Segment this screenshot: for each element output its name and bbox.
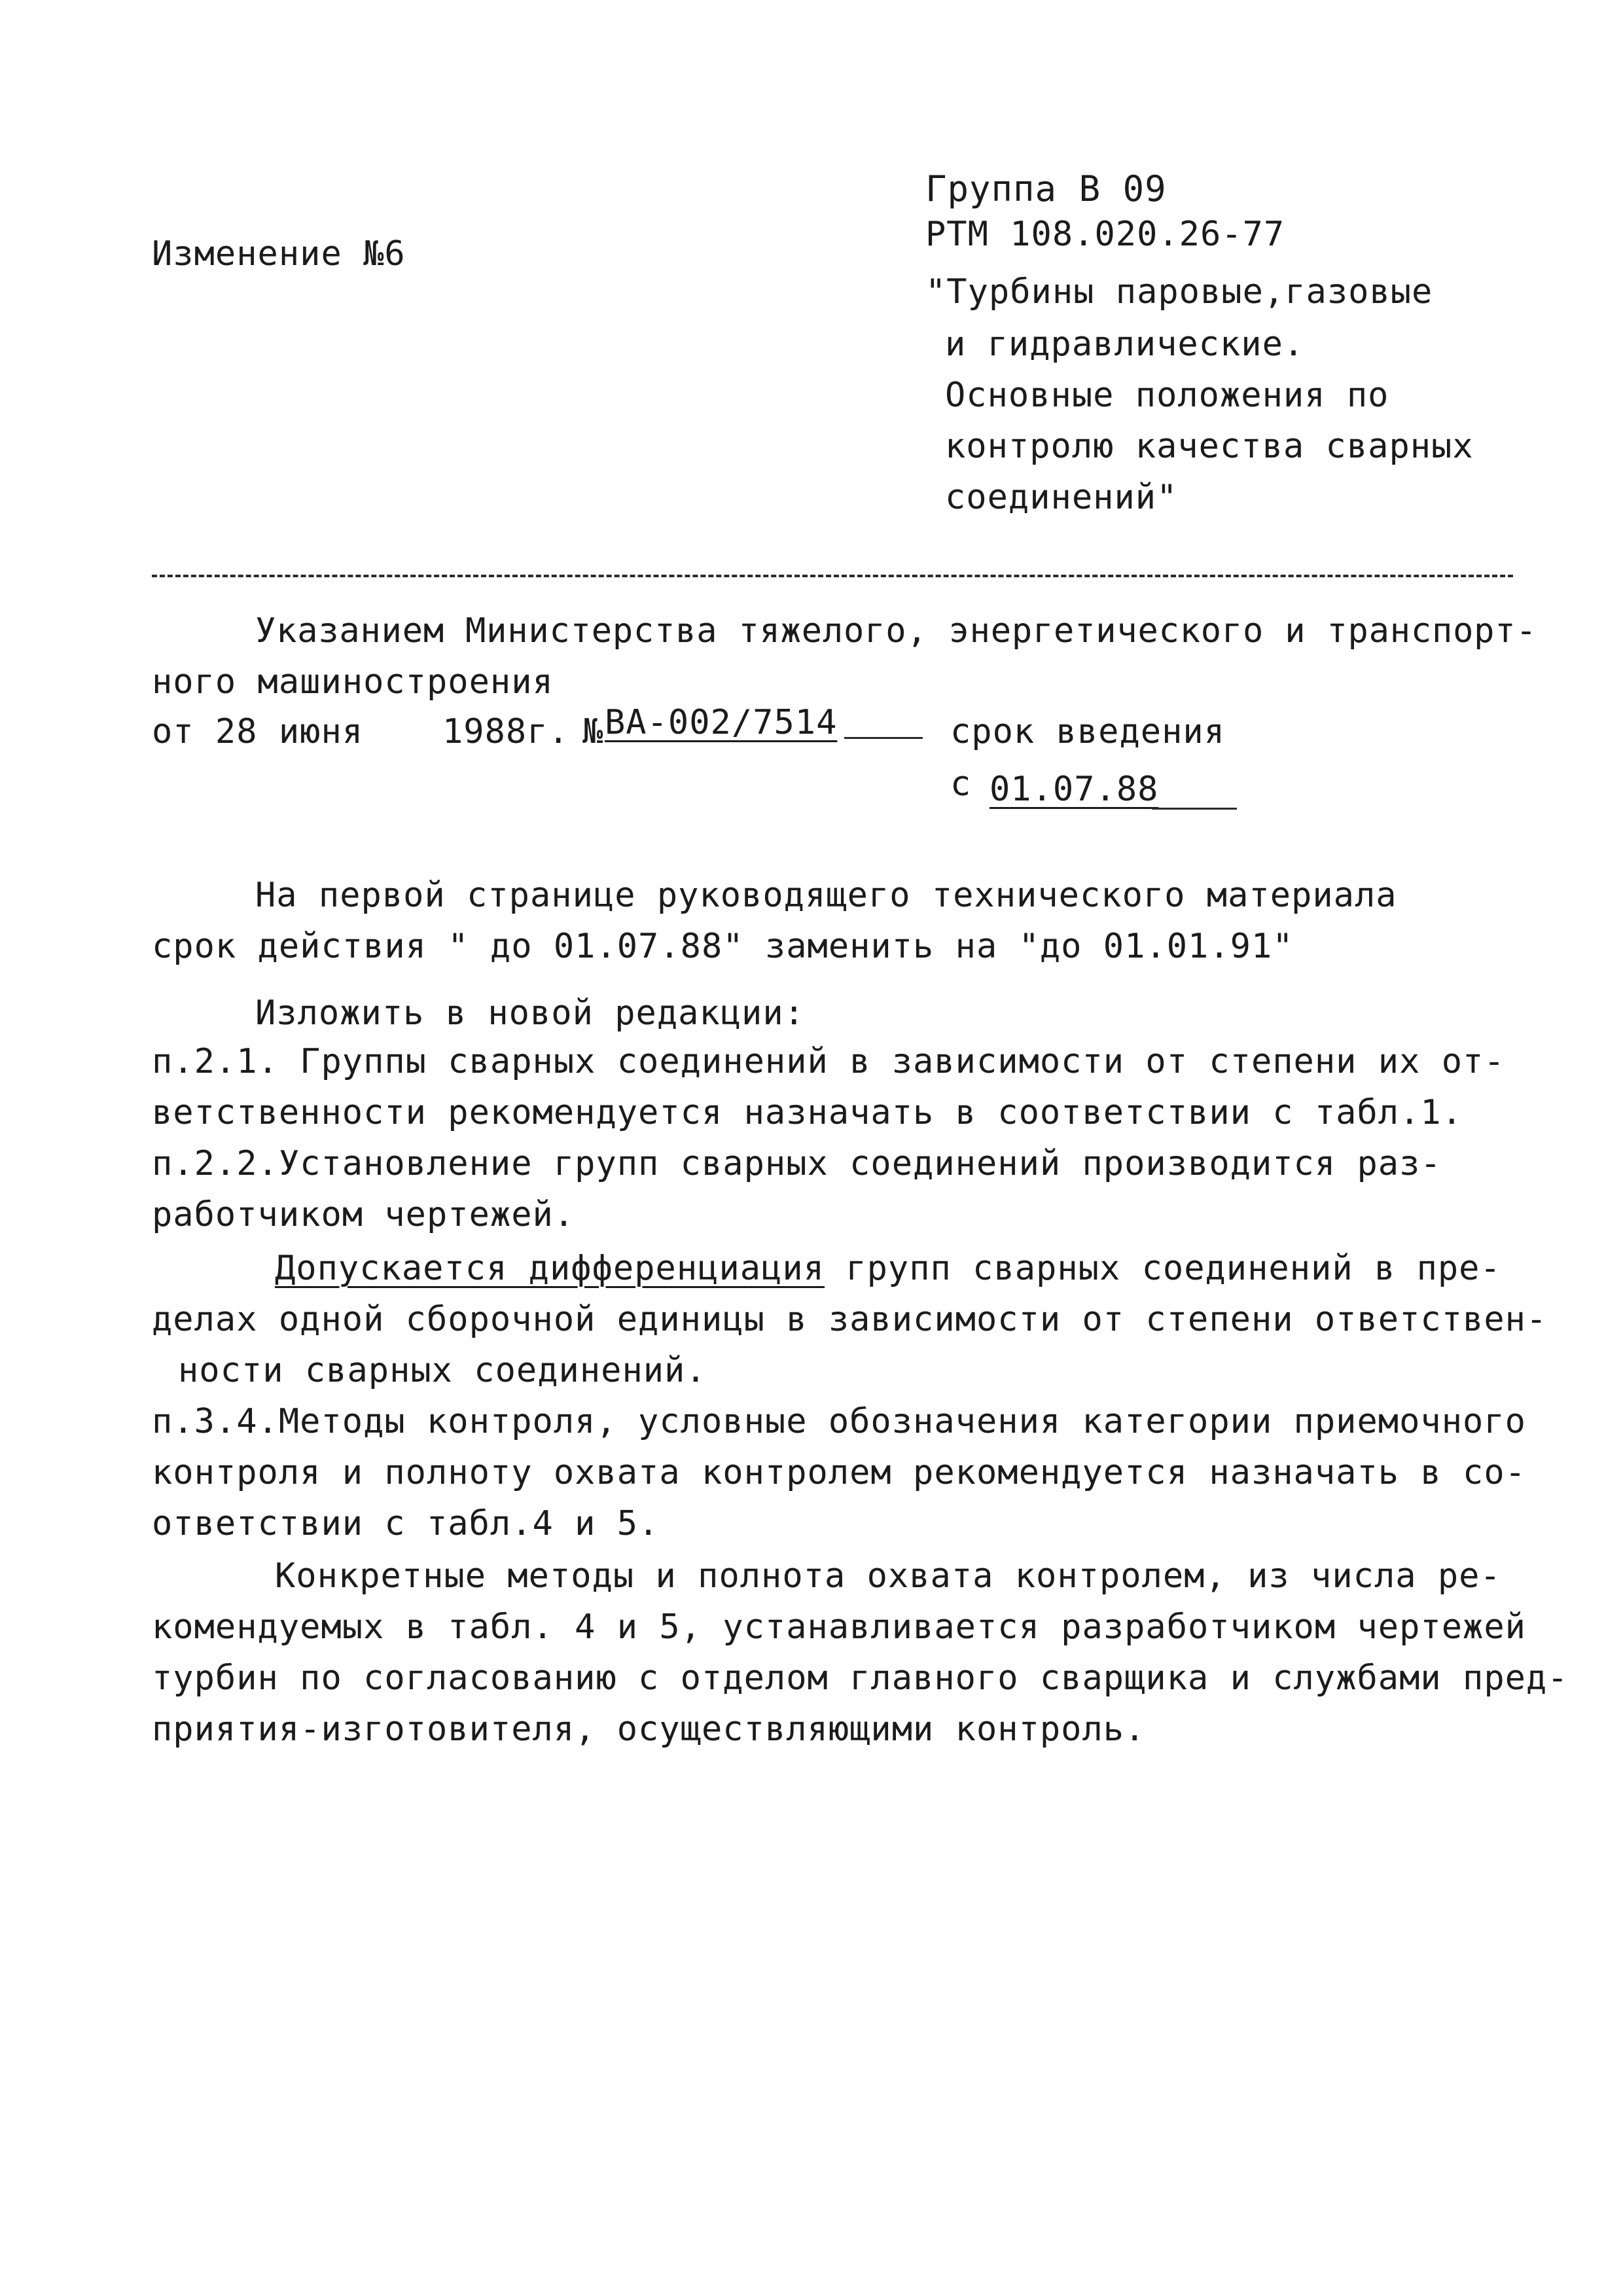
p3-line-2: ветственности рекомендуется назначать в соответствии с табл.1. — [152, 1093, 1463, 1132]
intro-prefix: с — [950, 764, 972, 804]
change-label: Изменение №6 — [152, 234, 406, 274]
p5-underlined-phrase: Допускается дифференциация — [275, 1249, 825, 1288]
order-number-fill-line — [844, 737, 923, 739]
doc-title-line-5: соединений" — [945, 478, 1178, 517]
order-number-prefix: № — [582, 712, 604, 751]
p7-line-1: Конкретные методы и полнота охвата контролем, из числа ре- — [275, 1556, 1501, 1596]
doc-title-line-2: и гидравлические. — [945, 325, 1305, 364]
p6-line-2: контроля и полноту охвата контролем рекомендуется назначать в со- — [152, 1453, 1526, 1492]
p3-line-1: п.2.1. Группы сварных соединений в зависимости от степени их от- — [152, 1042, 1505, 1081]
p7-line-3: турбин по согласованию с отделом главного сварщика и службами пред- — [152, 1659, 1569, 1698]
intro-label: срок введения — [950, 712, 1225, 751]
order-line-2: ного машиностроения — [152, 662, 554, 702]
doc-title-line-4: контролю качества сварных — [945, 427, 1474, 466]
order-line-1: Указанием Министерства тяжелого, энергетического и транспорт- — [255, 611, 1537, 651]
p5-line-2: делах одной сборочной единицы в зависимости от степени ответствен- — [152, 1300, 1548, 1339]
order-number: ВА-002/7514 — [605, 703, 838, 742]
doc-title-line-3: Основные положения по — [945, 376, 1389, 415]
doc-number: РТМ 108.020.26-77 — [925, 215, 1285, 254]
order-year: 1988г. — [442, 712, 569, 751]
p5-line-3: ности сварных соединений. — [178, 1351, 707, 1390]
p5-line-1-rest: групп сварных соединений в пре- — [824, 1249, 1501, 1288]
p6-line-3: ответствии с табл.4 и 5. — [152, 1504, 660, 1543]
p4-line-1: п.2.2.Установление групп сварных соединений производится раз- — [152, 1144, 1442, 1183]
p2: Изложить в новой редакции: — [255, 994, 805, 1033]
intro-date: 01.07.88 — [990, 770, 1159, 809]
p7-line-4: приятия-изготовителя, осуществляющими контроль. — [152, 1710, 1146, 1749]
p1-line-2: срок действия " до 01.07.88" заменить на "до 01.01.91" — [152, 927, 1294, 966]
p1-line-1: На первой странице руководящего технического материала — [255, 876, 1397, 915]
group-label: Группа В 09 — [925, 168, 1167, 209]
doc-title-line-1: "Турбины паровые,газовые — [925, 272, 1433, 312]
p5-line-1 — [275, 1249, 1501, 1288]
p4-line-2: работчиком чертежей. — [152, 1195, 575, 1234]
dashed-separator — [152, 575, 1513, 577]
p6-line-1: п.3.4.Методы контроля, условные обозначения категории приемочного — [152, 1402, 1526, 1441]
p7-line-2: комендуемых в табл. 4 и 5, устанавливается разработчиком чертежей — [152, 1607, 1526, 1647]
order-date: от 28 июня — [152, 712, 364, 751]
intro-date-fill-line — [1152, 808, 1237, 810]
